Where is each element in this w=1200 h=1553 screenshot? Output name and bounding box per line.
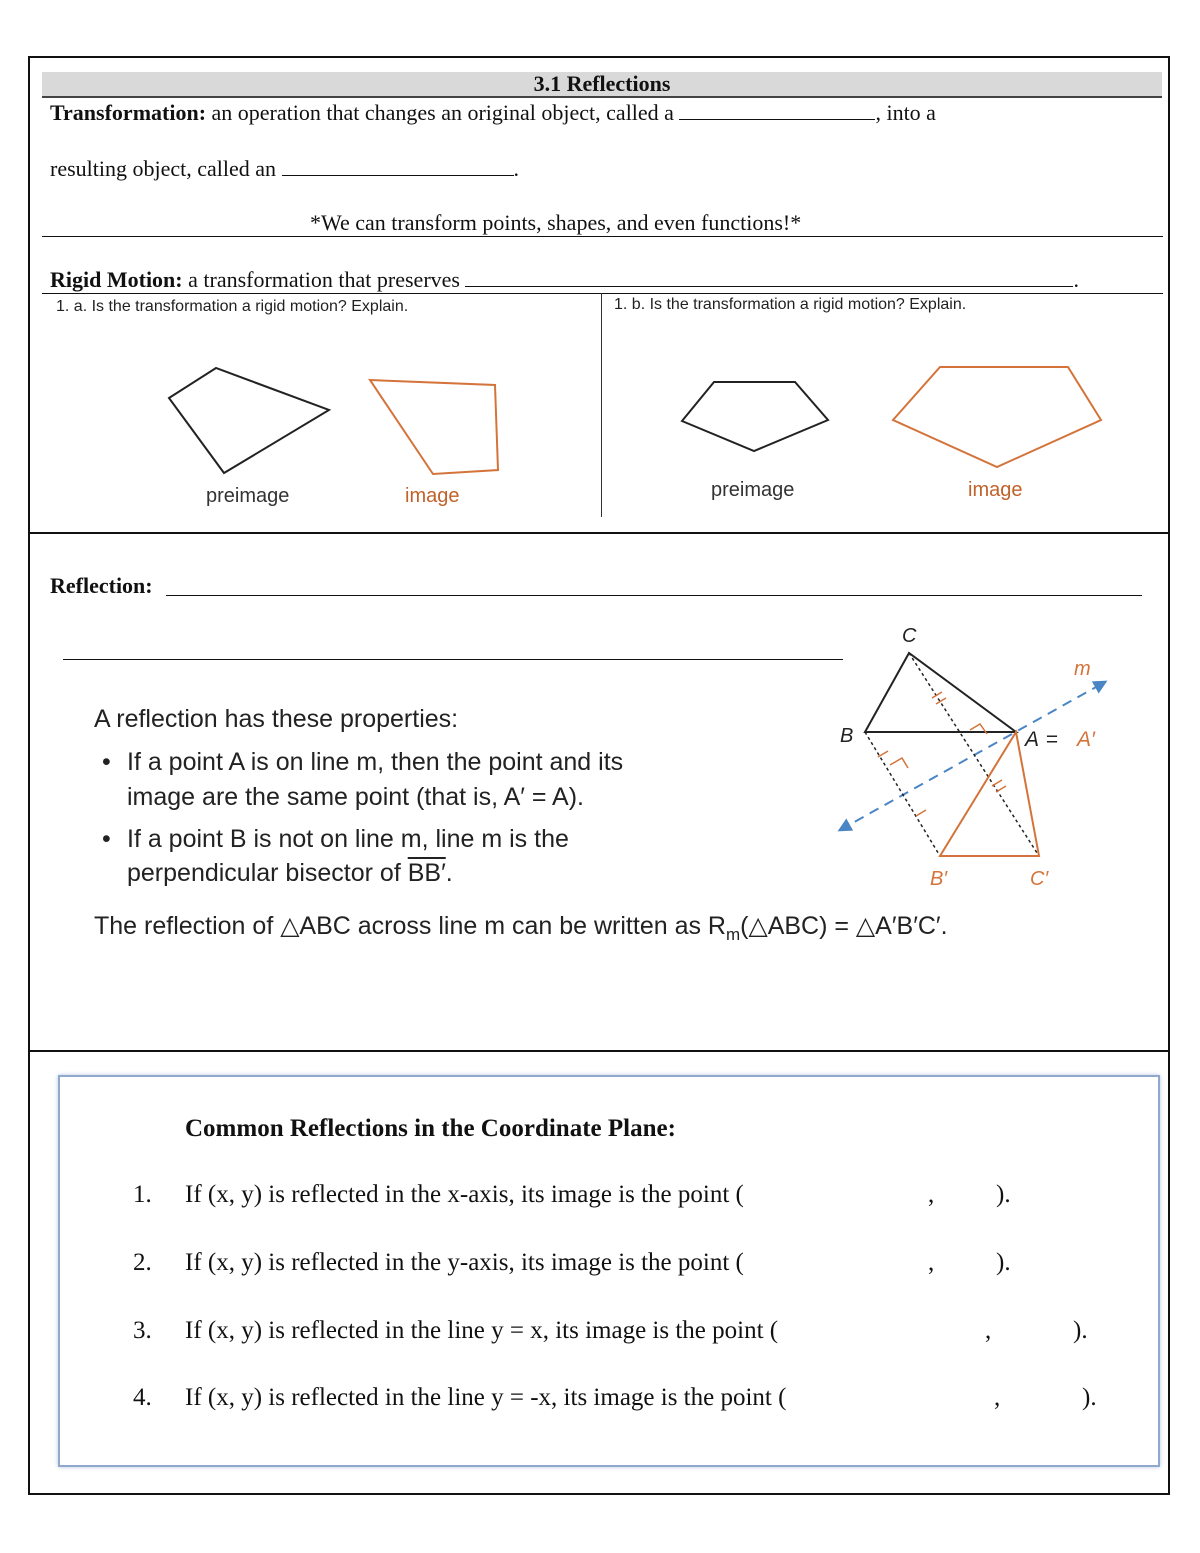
right-angle-mark-1 (890, 758, 908, 768)
preimage-blank[interactable] (679, 119, 875, 120)
reflection-definition (50, 573, 153, 599)
rigid-motion-text: a transformation that preserves (182, 267, 466, 292)
segment-b-bprime (865, 732, 940, 856)
rigid-motion-underline (42, 293, 1163, 294)
bullet-1-line-2: image are the same point (that is, A′ = A). (127, 783, 585, 811)
q1a-preimage-label: preimage (206, 485, 290, 507)
tick-mark (992, 780, 1002, 786)
transform-note: *We can transform points, shapes, and even functions!* (310, 210, 802, 235)
reflection-rule-2-comma: , (928, 1249, 935, 1276)
label-c-prime: C′ (1030, 868, 1049, 890)
q1a-image-label: image (405, 485, 460, 507)
bullet-2-line-2 (127, 859, 453, 888)
tick-mark (878, 751, 888, 757)
label-a-prime: A′ (1077, 728, 1095, 751)
reflection-rule-2-close: ). (996, 1249, 1011, 1276)
notation-rest: (△ABC) = △A′B′C′. (740, 912, 948, 940)
reflection-blank-line-1[interactable] (166, 595, 1142, 596)
bullet-2-dot: • (102, 825, 111, 853)
transformation-definition-line2 (50, 156, 519, 182)
transformation-text-3: resulting object, called an (50, 156, 282, 181)
transformation-period: . (513, 156, 520, 181)
q1a-preimage-shape (169, 368, 329, 473)
reflection-rule-2-number: 2. (133, 1249, 152, 1276)
reflection-rule-1-close: ). (996, 1181, 1011, 1208)
reflection-rule-3-text: If (x, y) is reflected in the line y = x, its image is the point ( (185, 1317, 779, 1344)
q1a-image-shape (370, 380, 498, 474)
notation-subscript: m (725, 925, 741, 944)
reflection-rule-3-close: ). (1073, 1317, 1088, 1344)
reflection-rule-4-text: If (x, y) is reflected in the line y = -x, its image is the point ( (185, 1384, 787, 1411)
image-blank[interactable] (282, 175, 514, 176)
reflection-rule-1-text: If (x, y) is reflected in the x-axis, its image is the point ( (185, 1181, 744, 1208)
divider-line (42, 236, 1163, 237)
reflection-rule-3-number: 3. (133, 1317, 152, 1344)
rigid-motion-term: Rigid Motion: (50, 267, 183, 292)
label-a: A (1025, 728, 1040, 751)
tick-mark (996, 786, 1006, 792)
tick-mark (932, 692, 942, 698)
reflection-diagram (830, 620, 1120, 895)
rigid-motion-blank[interactable] (465, 286, 1073, 287)
notation-text: The reflection of △ABC across line m can be written as R (94, 912, 726, 940)
reflection-rule-4-comma: , (994, 1384, 1001, 1411)
transformation-text-1: an operation that changes an original object, called a (206, 100, 680, 125)
reflection-rule-2-text: If (x, y) is reflected in the y-axis, its image is the point ( (185, 1249, 744, 1276)
bullet-2-period: . (445, 859, 453, 887)
q1b-image-label: image (968, 479, 1023, 501)
q1b-image-shape (893, 367, 1101, 467)
reflection-rule-4-close: ). (1082, 1384, 1097, 1411)
transformation-definition (50, 100, 936, 126)
reflection-rule-4-number: 4. (133, 1384, 152, 1411)
page-title: 3.1 Reflections (42, 72, 1162, 98)
reflection-blank-line-2[interactable] (63, 659, 843, 660)
question-1a: 1. a. Is the transformation a rigid motion? Explain. (56, 298, 409, 315)
rigid-motion-figures (0, 340, 1200, 490)
tick-mark (916, 810, 926, 816)
common-reflections-heading: Common Reflections in the Coordinate Plane: (185, 1115, 676, 1142)
segment-bb-prime: BB′ (407, 859, 446, 887)
bullet-2-line-1: If a point B is not on line m, line m is the (127, 825, 569, 853)
label-b: B (840, 725, 854, 747)
reflection-rule-1-comma: , (928, 1181, 935, 1208)
transformation-term: Transformation: (50, 100, 207, 125)
reflection-term: Reflection: (50, 573, 153, 598)
reflection-rule-3-comma: , (985, 1317, 992, 1344)
reflection-rule-1-number: 1. (133, 1181, 152, 1208)
label-equals: = (1040, 728, 1064, 751)
transformation-text-2: , into a (875, 100, 936, 125)
bullet-1-dot: • (102, 748, 111, 776)
q1b-preimage-shape (682, 382, 828, 451)
rigid-motion-definition (50, 267, 1079, 293)
label-b-prime: B′ (930, 868, 948, 890)
q1b-preimage-label: preimage (711, 479, 795, 501)
question-1b: 1. b. Is the transformation a rigid motion? Explain. (614, 296, 967, 313)
rigid-motion-period: . (1073, 267, 1079, 292)
reflection-notation (94, 911, 948, 945)
bullet-1-line-1: If a point A is on line m, then the point and its (127, 748, 624, 776)
bullet-2-text: perpendicular bisector of (127, 859, 408, 887)
properties-heading: A reflection has these properties: (94, 705, 459, 733)
tick-mark (936, 698, 946, 704)
label-c: C (902, 625, 917, 647)
label-m: m (1074, 658, 1091, 680)
